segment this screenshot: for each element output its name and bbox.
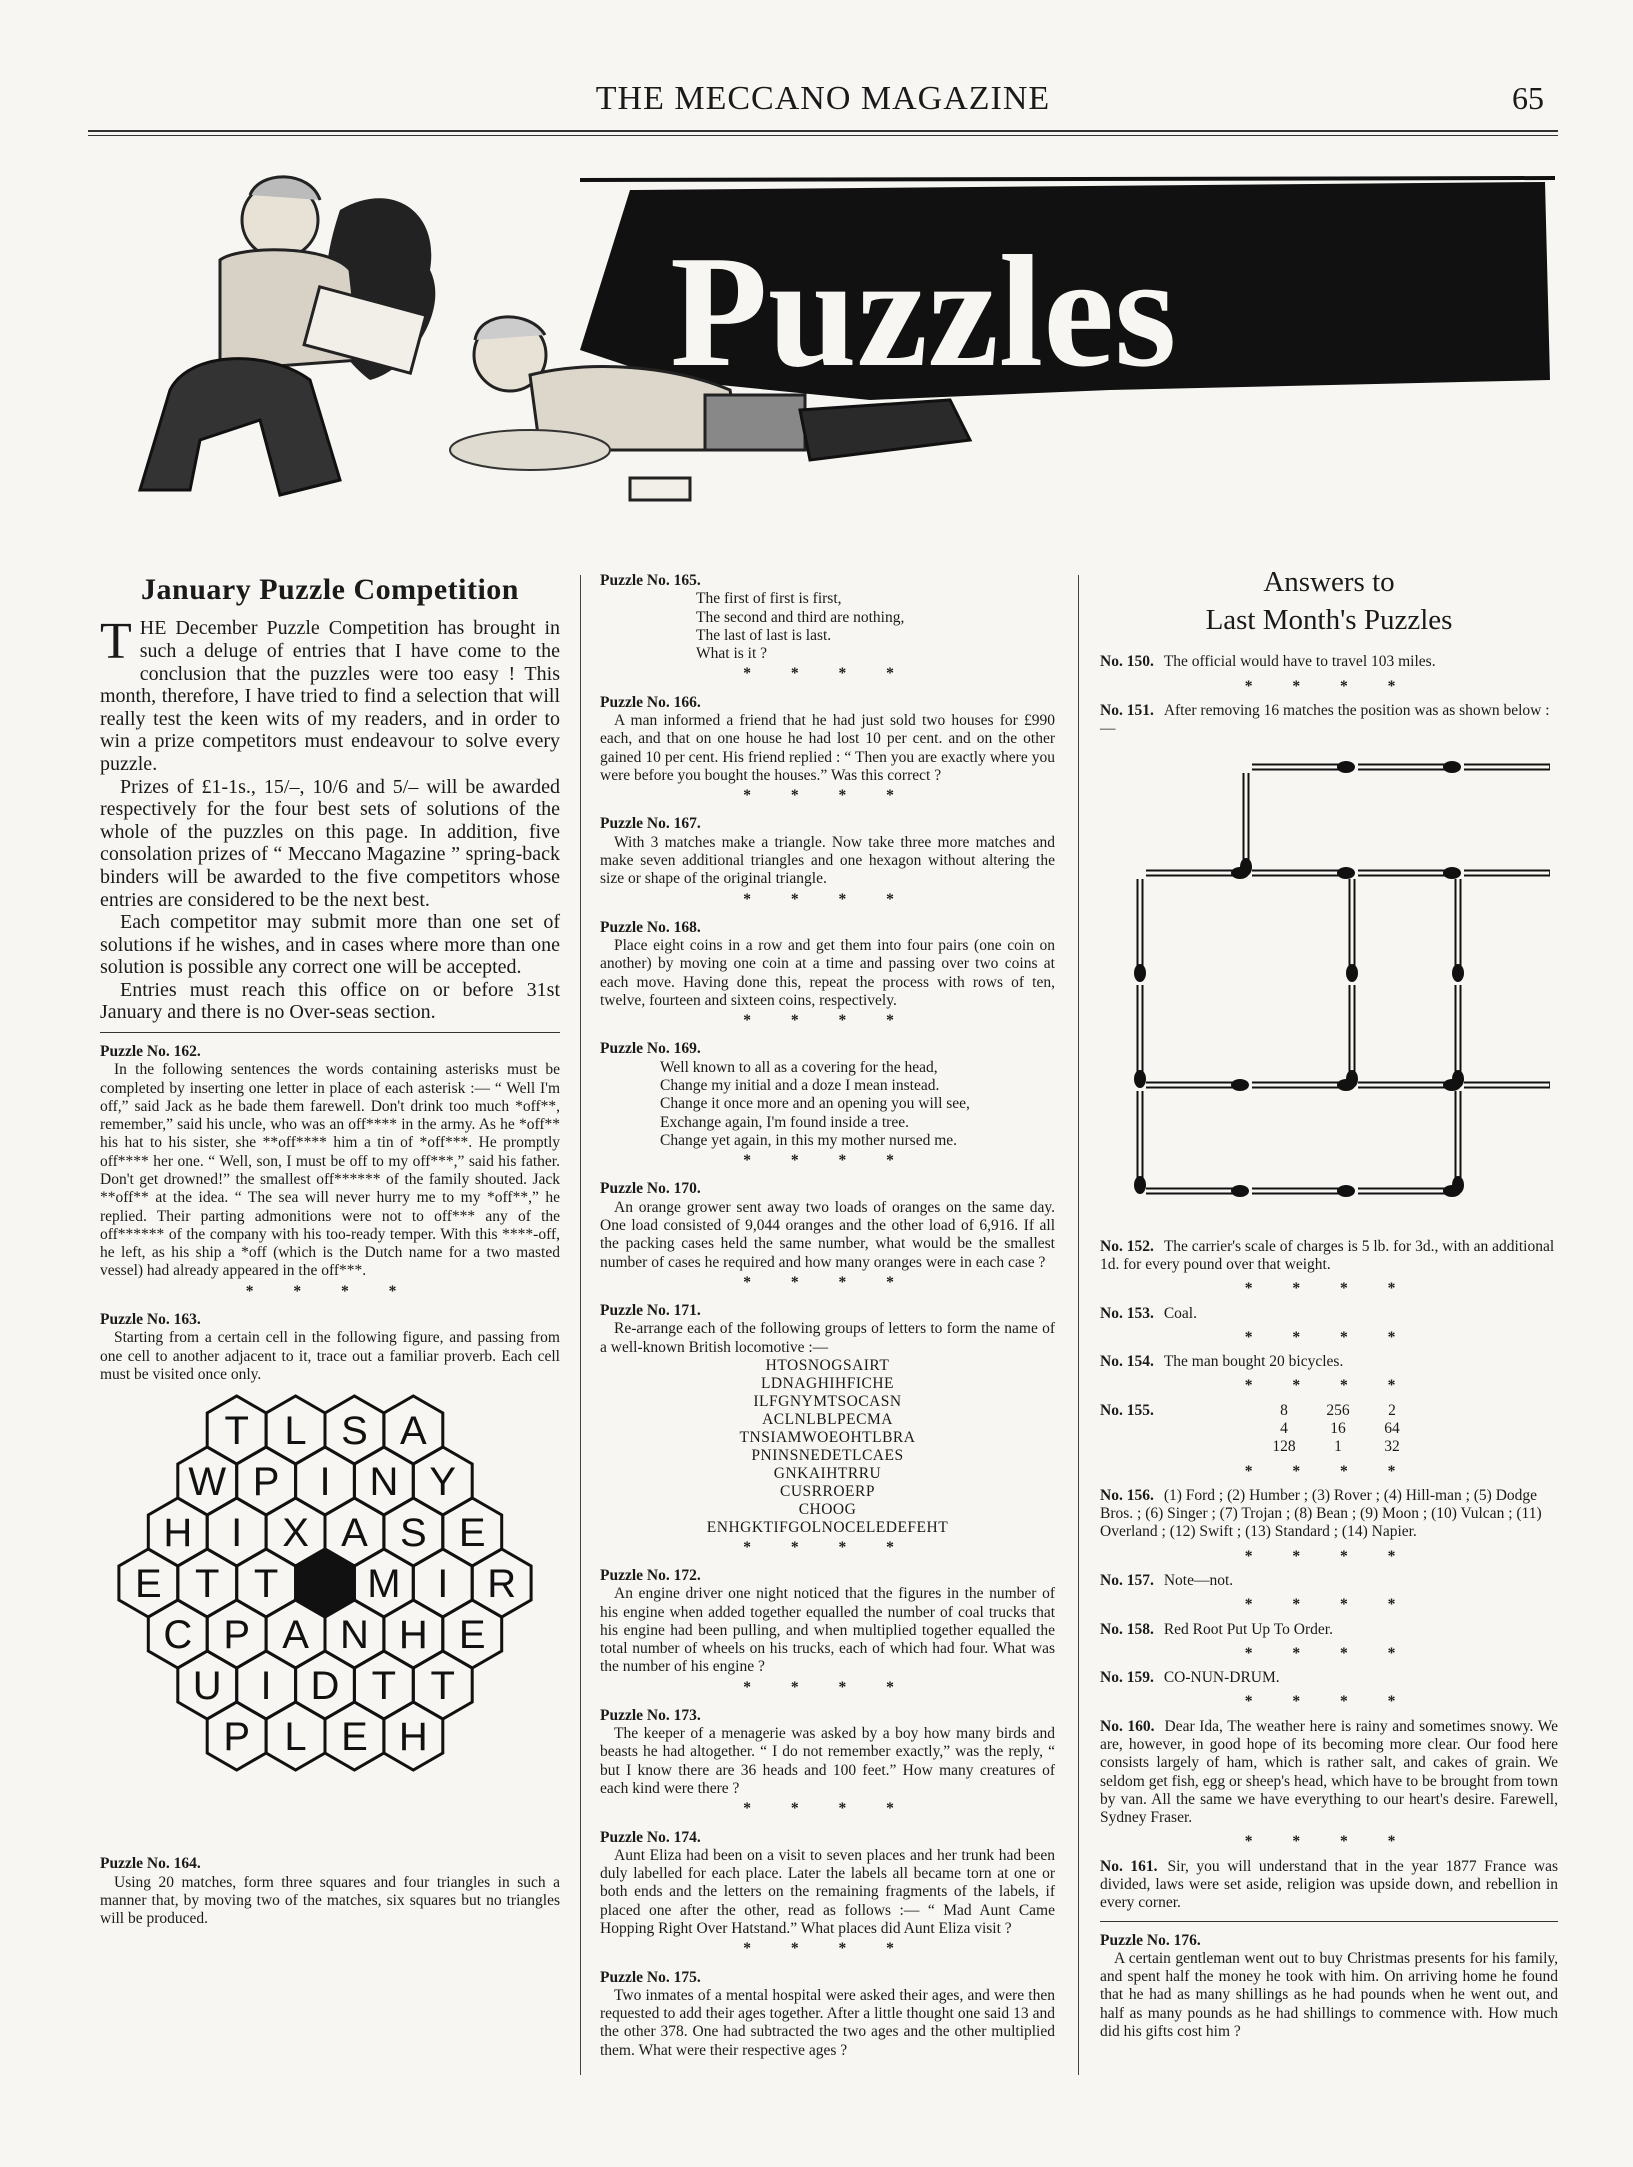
hex-letter: N — [339, 1613, 369, 1658]
anagram-line: HTOSNOGSAIRT — [765, 1356, 890, 1374]
hex-letter: D — [310, 1664, 340, 1709]
match-head — [1443, 867, 1461, 879]
puzzle-175 — [600, 1969, 1055, 2060]
hex-letter: A — [282, 1613, 309, 1658]
hex-letter: I — [437, 1562, 449, 1607]
answer-156: No. 156. (1) Ford ; (2) Humber ; (3) Rover ; (4) Hill-man ; (5) Dodge Bros. ; (6) Singer ; (7) Trojan ; (8) Bean ; (9) Moon ; (10) Vulcan ; (11) Overland ; (12) Swift ; (13) Standard ; (14) Napier. — [1100, 1486, 1542, 1541]
puzzle-title: Puzzle No. 164. — [100, 1855, 201, 1873]
hex-letter: N — [369, 1460, 399, 1505]
match-head — [1337, 761, 1355, 773]
hex-grid-figure — [110, 1390, 540, 1840]
answer-158: No. 158. Red Root Put Up To Order. — [1100, 1620, 1333, 1638]
match-head — [1337, 867, 1355, 879]
match-head — [1443, 761, 1461, 773]
hex-letter: T — [430, 1664, 455, 1709]
match-head — [1443, 1185, 1461, 1197]
answer-152: No. 152. The carrier's scale of charges is 5 lb. for 3d., with an additional 1d. for every pound over that weight. — [1100, 1237, 1555, 1274]
hex-letter: A — [399, 1409, 427, 1454]
match-head — [1134, 964, 1146, 982]
verse-line: Exchange again, I'm found inside a tree. — [660, 1113, 909, 1131]
anagram-line: CUSRROERP — [780, 1482, 875, 1500]
separator-stars: * * * * — [1244, 1377, 1414, 1395]
puzzle-body: A man informed a friend that he had just sold two houses for £990 each, and that on one house he had lost 10 per cent. and on the other gained 10 per cent. His friend replied : “ Then you are exactly where you were before you bought the houses.” Was this correct ? — [600, 711, 1055, 784]
hex-letter: P — [223, 1715, 251, 1760]
answer-157: No. 157. Note—not. — [1100, 1572, 1234, 1589]
puzzle-title: Puzzle No. 175. — [600, 1968, 701, 1986]
puzzle-body: Using 20 matches, form three squares and four triangles in such a manner that, by moving two of the matches, six squares but no triangles will be produced. — [100, 1873, 560, 1928]
separator-stars: * * * * — [1244, 1280, 1414, 1298]
puzzle-170 — [600, 1180, 1055, 1292]
hex-letter: T — [224, 1409, 249, 1454]
separator-stars: * * * * — [743, 787, 912, 805]
banner-illustration — [110, 150, 1560, 550]
magic-square: 8 256 2 4 16 64 128 1 32 — [1272, 1401, 1400, 1456]
anagram-line: GNKAIHTRRU — [773, 1464, 882, 1482]
puzzle-title: Puzzle No. 165. — [600, 572, 701, 589]
column-middle — [600, 572, 1055, 2070]
hex-letter: E — [341, 1715, 368, 1760]
separator-stars: * * * * — [1244, 1693, 1414, 1711]
verse-line: Change it once more and an opening you will see, — [660, 1095, 970, 1113]
hex-letter: T — [253, 1562, 279, 1607]
competition-paragraph: Entries must reach this office on or before 31st January and there is no Over-seas section. — [100, 978, 560, 1024]
puzzle-body: In the following sentences the words containing asterisks must be completed by inserting one letter in place of each asterisk :— “ Well I'm off,” said Jack as he bade them farewell. Don't drink too much *off**, remember,” said his uncle, who was an off**** in the army. As he *off** his hat to his sister, she **off**** him a tin of *off***. He promptly off**** her one. “ Well, son, I must be off to my off***,” said his father. Don't get drowned!” the smallest off****** of the family shouted. Jack **off** at the idea. “ The sea will never hurry me to my *off**,” he replied. Their parting admonitions were not to off*** any of the off****** of the company with his too-ready temper. With this ****-off, he left, as his ship a *off (which is the Dutch name for a two masted vessel) had already appeared in the off***. — [100, 1061, 560, 1280]
matchstick-figure — [1110, 749, 1558, 1224]
match-head — [1549, 761, 1550, 773]
puzzle-176 — [1100, 1932, 1558, 2042]
answer-160: No. 160. Dear Ida, The weather here is rainy and sometimes snowy. We are, however, in good hope of its becoming more clear. Our food here consists largely of ham, which is rather salt, and cakes of grain. We seldom get fish, egg or sheep's head, which have to be brought from town by van. All the same we have everything to our heart's desire. Farewell, Sydney Fraser. — [1100, 1717, 1558, 1827]
hex-letter: H — [398, 1613, 428, 1658]
banner-title: Puzzles — [670, 222, 1177, 400]
puzzle-verse — [600, 1059, 1055, 1150]
puzzle-body: An orange grower sent away two loads of oranges on the same day. One load consisted of 9,044 oranges and the other load of 6,916. If all the packing cases held the same number, what would be the smallest number of cases he required and how many oranges were in each case ? — [600, 1198, 1055, 1271]
column-rule-2 — [1078, 575, 1079, 2075]
answer-150: No. 150. The official would have to travel 103 miles. — [1100, 653, 1436, 671]
puzzle-body: Re-arrange each of the following groups of letters to form the name of a well-known British locomotive :— — [600, 1320, 1055, 1356]
verse-line: Change my initial and a doze I mean instead. — [660, 1077, 940, 1095]
competition-title: January Puzzle Competition — [141, 573, 519, 606]
separator-stars: * * * * — [1244, 1462, 1414, 1480]
hex-letter: I — [319, 1460, 331, 1505]
hex-letter: T — [371, 1664, 397, 1709]
match-head — [1452, 964, 1464, 982]
hex-letter-grid — [110, 1390, 560, 1845]
hex-letter: P — [252, 1460, 280, 1505]
match-head — [1231, 1185, 1249, 1197]
hex-letter: H — [398, 1715, 428, 1760]
puzzle-body: Starting from a certain cell in the following figure, and passing from one cell to another adjacent to it, trace out a familiar proverb. Each cell must be visited once only. — [100, 1329, 560, 1383]
puzzle-verse — [600, 590, 1055, 663]
puzzle-162 — [100, 1043, 560, 1301]
separator-stars: * * * * — [743, 1152, 912, 1170]
verse-line: The first of first is first, — [696, 590, 842, 608]
column-rule-1 — [580, 575, 581, 2075]
puzzle-165 — [600, 572, 1055, 684]
competition-paragraph: THE December Puzzle Competition has brought in such a deluge of entries that I have come to the conclusion that the puzzles were too easy ! This month, therefore, I have tried to find a selection that will really test the keen wits of my readers, and in order to win a prize competitors must endeavour to solve every puzzle. — [100, 613, 560, 775]
puzzle-173 — [600, 1707, 1055, 1819]
hex-letter: P — [223, 1613, 251, 1658]
answer-154: No. 154. The man bought 20 bicycles. — [1100, 1353, 1344, 1371]
hex-letter: S — [341, 1409, 368, 1454]
puzzle-title: Puzzle No. 174. — [600, 1828, 701, 1846]
puzzle-title: Puzzle No. 168. — [600, 918, 701, 936]
puzzle-body: With 3 matches make a triangle. Now take three more matches and make seven additional triangles and one hexagon without altering the size or shape of the original triangle. — [600, 833, 1055, 888]
puzzle-163 — [100, 1311, 560, 1845]
hex-letter: I — [231, 1511, 243, 1556]
column-left — [100, 560, 560, 1939]
puzzle-174 — [600, 1829, 1055, 1959]
match-head — [1549, 1079, 1550, 1091]
hex-letter: L — [284, 1715, 307, 1760]
puzzles-banner — [110, 150, 1560, 550]
hex-letter: R — [487, 1562, 517, 1607]
header-rule — [88, 130, 1558, 136]
separator-stars: * * * * — [743, 1012, 912, 1030]
answer-153: No. 153. Coal. — [1100, 1304, 1197, 1322]
match-head — [1337, 1079, 1355, 1091]
separator-stars: * * * * — [245, 1282, 415, 1300]
page-header — [88, 80, 1558, 130]
separator-stars: * * * * — [1244, 1596, 1414, 1614]
separator-stars: * * * * — [743, 1678, 912, 1696]
puzzle-body: Place eight coins in a row and get them into four pairs (one coin on another) by moving one coin at a time and passing over two coins at each move. Having done this, repeat the process with rows of ten, twelve, fourteen and sixteen coins, respectively. — [600, 937, 1055, 1009]
match-head — [1134, 1176, 1146, 1194]
puzzle-title: Puzzle No. 162. — [100, 1043, 201, 1061]
puzzle-title: Puzzle No. 166. — [600, 693, 701, 711]
puzzle-title: Puzzle No. 170. — [600, 1180, 701, 1198]
hex-letter: W — [188, 1460, 227, 1505]
puzzle-body: An engine driver one night noticed that the figures in the number of his engine when added together equalled the number of coal trucks that his engine had been pulling, and when multiplied together equalled the total number of wheels on his trucks, each of which had four. What was the number of his engine ? — [600, 1585, 1055, 1676]
competition-paragraph: Each competitor may submit more than one set of solutions if he wishes, and in cases where more than one solution is possible any correct one will be accepted. — [100, 911, 560, 979]
hex-letter: H — [163, 1511, 193, 1556]
anagram-line: LDNAGHIHFICHE — [760, 1374, 895, 1392]
section-divider — [1100, 1921, 1558, 1922]
column-right — [1100, 560, 1558, 2051]
puzzle-169 — [600, 1040, 1055, 1170]
answer-159: No. 159. CO-NUN-DRUM. — [1100, 1669, 1280, 1687]
verse-line: The last of last is last. — [696, 626, 832, 644]
hex-letter: E — [458, 1613, 486, 1658]
anagram-line: TNSIAMWOEOHTLBRA — [739, 1428, 916, 1446]
puzzle-body: A certain gentleman went out to buy Christmas presents for his family, and spent half the money he took with him. On arriving home he found that he had as many shillings as he had pounds when he went out, and half as many pounds as he had shillings to commence with. How much did his gifts cost him ? — [1100, 1949, 1558, 2040]
puzzle-title: Puzzle No. 169. — [600, 1040, 701, 1058]
match-head — [1231, 1079, 1249, 1091]
puzzle-title: Puzzle No. 167. — [600, 815, 701, 833]
verse-line: The second and third are nothing, — [696, 608, 905, 626]
page-number: 65 — [1512, 80, 1544, 116]
hex-letter: T — [195, 1562, 220, 1607]
hex-letter: X — [282, 1511, 309, 1556]
anagram-line: ILFGNYMTSOCASN — [753, 1392, 902, 1410]
anagram-line: ACLNLBLPECMA — [762, 1410, 893, 1428]
hex-letter: I — [260, 1664, 272, 1709]
verse-line: Change yet again, in this my mother nursed me. — [660, 1131, 958, 1149]
anagram-line: CHOOG — [798, 1500, 857, 1518]
puzzle-167 — [600, 815, 1055, 908]
separator-stars: * * * * — [1244, 1833, 1414, 1851]
verse-line: What is it ? — [696, 645, 768, 663]
puzzle-body: Aunt Eliza had been on a visit to seven places and her trunk had been duly labelled for each place. Later the labels all became torn at one or both ends and the letters on the remaining fragments of the labels, if placed one after the other, read as follows :— “ Mad Aunt Came Hopping Right Over Hatstand.” What places did Aunt Eliza visit ? — [600, 1846, 1055, 1937]
separator-stars: * * * * — [743, 1940, 912, 1958]
section-divider — [100, 1032, 560, 1033]
hex-letter: E — [458, 1511, 486, 1556]
puzzle-body: Two inmates of a mental hospital were asked their ages, and were then requested to add their ages together. After a little thought one said 13 and the other 378. One had subtracted the two ages and the other multiplied them. What were their respective ages ? — [600, 1986, 1055, 2059]
match-head — [1337, 1185, 1355, 1197]
puzzle-164 — [100, 1855, 560, 1928]
puzzle-title: Puzzle No. 173. — [600, 1706, 701, 1724]
separator-stars: * * * * — [1244, 1644, 1414, 1662]
puzzle-title: Puzzle No. 176. — [1100, 1931, 1201, 1949]
puzzle-172 — [600, 1567, 1055, 1697]
hex-letter: E — [134, 1562, 162, 1607]
separator-stars: * * * * — [743, 1273, 912, 1291]
match-head — [1443, 1079, 1461, 1091]
match-head — [1231, 867, 1249, 879]
answer-155: No. 155. 8 256 2 4 16 64 128 1 32 — [1100, 1402, 1558, 1457]
hex-letter: M — [367, 1562, 401, 1607]
separator-stars: * * * * — [1244, 1328, 1414, 1346]
separator-stars: * * * * — [743, 890, 912, 908]
hex-letter: L — [284, 1409, 307, 1454]
anagram-line: ENHGKTIFGOLNOCELEDEFEHT — [706, 1518, 949, 1536]
puzzle-168 — [600, 919, 1055, 1031]
magazine-title: THE MECCANO MAGAZINE — [595, 80, 1051, 117]
hex-letter: C — [163, 1613, 193, 1658]
answers-title: Answers to Last Month's Puzzles — [1205, 566, 1453, 636]
answer-151: No. 151. After removing 16 matches the position was as shown below :— — [1100, 701, 1550, 738]
puzzle-171 — [600, 1302, 1055, 1557]
hex-letter: Y — [429, 1460, 457, 1505]
hex-letter: A — [341, 1511, 368, 1556]
separator-stars: * * * * — [743, 1800, 912, 1818]
hex-letter: S — [399, 1511, 427, 1556]
puzzle-166 — [600, 694, 1055, 806]
separator-stars: * * * * — [743, 1538, 912, 1556]
puzzle-body: The keeper of a menagerie was asked by a boy how many birds and beasts he had altogether. “ I do not remember exactly,” was the reply, “ but I know there are 36 heads and 100 feet.” How many creatures of each kind were there ? — [600, 1725, 1055, 1798]
separator-stars: * * * * — [1244, 1547, 1414, 1565]
match-head — [1549, 867, 1550, 879]
matchstick-diagram — [1110, 749, 1550, 1219]
anagram-line: PNINSNEDETLCAES — [751, 1446, 904, 1464]
separator-stars: * * * * — [1244, 677, 1414, 695]
drop-cap: T — [100, 613, 132, 671]
match-head — [1346, 964, 1358, 982]
puzzle-title: Puzzle No. 171. — [600, 1302, 701, 1320]
hex-letter: U — [192, 1664, 222, 1709]
competition-text — [100, 613, 560, 1024]
answer-161: No. 161. Sir, you will understand that in the year 1877 France was divided, laws were set aside, religion was upside down, and rebellion in every corner. — [1100, 1857, 1558, 1912]
match-head — [1134, 1070, 1146, 1088]
competition-paragraph: Prizes of £1-1s., 15/–, 10/6 and 5/– will be awarded respectively for the four best sets of solutions of the whole of the puzzles on this page. In addition, five consolation prizes of “ Meccano Magazine ” spring-back binders will be awarded to the five competitors whose entries are considered to be the next best. — [100, 775, 560, 911]
verse-line: Well known to all as a covering for the head, — [660, 1058, 938, 1076]
puzzle-title: Puzzle No. 172. — [600, 1566, 701, 1584]
puzzle-title: Puzzle No. 163. — [100, 1311, 201, 1329]
locomotive-anagrams — [600, 1357, 1055, 1537]
separator-stars: * * * * — [743, 665, 912, 683]
